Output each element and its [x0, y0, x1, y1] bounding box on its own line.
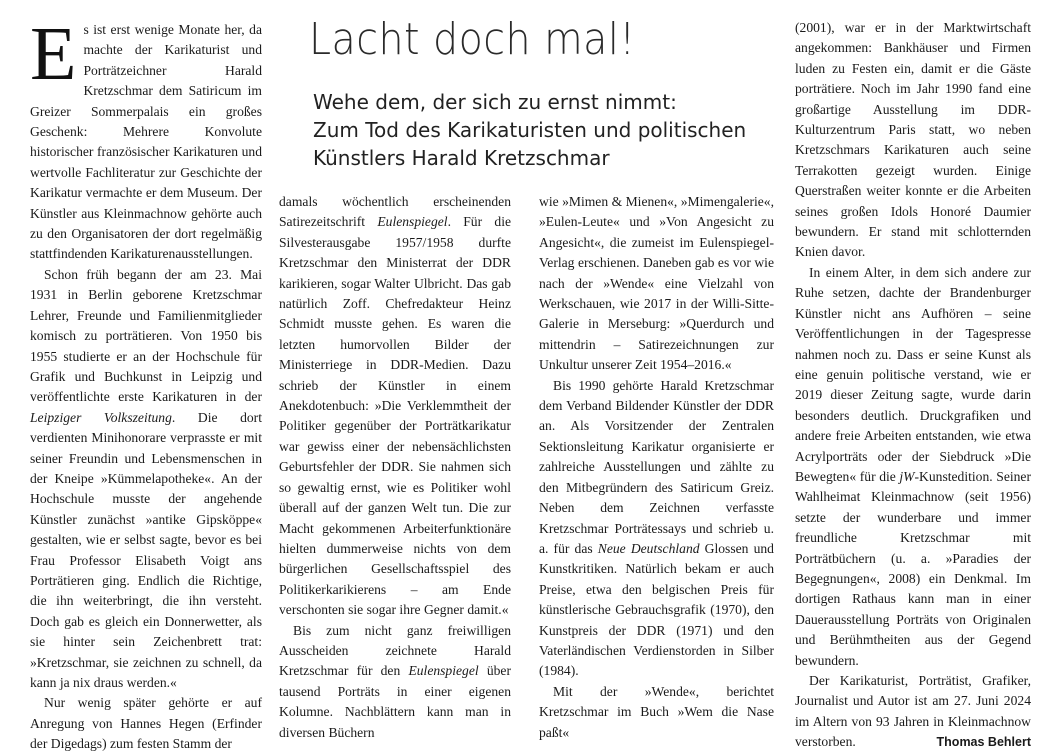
newspaper-title: Leipziger Volkszeitung [30, 409, 172, 425]
paragraph-text: Der Karikaturist, Porträtist, Grafiker, Journalist und Autor ist am 27. Juni 2024 im Altern von 93 Jahren in Kleinmachnow verstorben. [795, 673, 1031, 750]
paragraph: Mit der »Wende«, berichtet Kretzschmar im Buch »Wem die Nase paßt« [539, 683, 774, 740]
article-column-4 [795, 18, 1031, 753]
subheadline-line: Wehe dem, der sich zu ernst nimmt: [313, 90, 677, 114]
paragraph [795, 263, 1031, 671]
author-byline: Thomas Behlert [936, 735, 1031, 750]
paragraph: wie »Mimen & Mienen«, »Mimengalerie«, »Eulen-Leute« und »Von Angesicht zu Angesicht«, die zumeist im Eulenspiegel-Verlag erschienen. Daneben gab es vor wie nach der »Wende« eine Vielzahl von Werkschauen, wie 2017 in der Willi-Sitte-Galerie in Merseburg: »Querdurch und mittendrin – Satirezeichnungen zur Unkultur unserer Zeit 1954–2016.« [539, 194, 774, 373]
magazine-title: Eulenspiegel [408, 663, 479, 679]
newspaper-title: jW [899, 468, 915, 484]
paragraph-text: . Die dort verdienten Minihonorare verprasste er mit seiner Freundin und Lebensmenschen in der Kneipe »Kümmelapotheke«. An der Hochschule musste der angehende Künstler zunächst »antike Gipsköppe« gestalten, wie er selbst sagte, bevor es bei Frau Professor Elisabeth Voigt ans Porträtieren ging. Endlich die Richtige, die ihn weiterbringt, die ihn versteht. Doch gab es gleich ein Donnerwetter, als sie hinter sein Zeichenbrett trat: »Kretzschmar, sie zeichnen zu schnell, da kann ja nix draus werden.« [30, 409, 262, 690]
paragraph: Nur wenig später gehörte er auf Anregung von Hannes Hegen (Erfinder der Digedags) zum festen Stamm der [30, 695, 262, 752]
magazine-title: Eulenspiegel [377, 214, 448, 230]
subheadline [313, 88, 783, 172]
paragraph-text: Glossen und Kunstkritiken. Natürlich bekam er auch Preise, etwa den belgischen Preis für künstlerische Gebrauchsgrafik (1970), den Kunstpreis der DDR (1971) und den Vaterländischen Verdienstorden in Silber (1984). [539, 540, 774, 679]
article-column-1 [30, 12, 262, 755]
headline: Lacht doch mal! [309, 14, 636, 65]
drop-cap: E [30, 12, 77, 96]
paragraph [30, 12, 262, 265]
paragraph [279, 621, 511, 743]
paragraph-text: . Für die Silvesterausgabe 1957/1958 durfte Kretzschmar den Ministerrat der DDR karikieren, sogar Walter Ulbricht. Das gab natürlich Zoff. Chefredakteur Heinz Schmidt musste gehen. Es waren die letzten humorvollen Bilder der Ministerriege in DDR-Medien. Dazu schrieb der Künstler in einem Anekdotenbuch: »Die Verklemmtheit der Politiker gegenüber der Porträtkarikatur war gewiss einer der nebensächlichsten Geburtsfehler der DDR. Sie nahmen sich so gewaltig ernst, wie es Politiker wohl überall auf der ganzen Welt tun. Die zur Macht gekommenen Arbeiterfunktionäre hielten dummerweise nichts von dem bürgerlichen Gesellschaftsspiel des Politikerkarikierens – am Ende verschonten sie sogar ihre Gegner damit.« [279, 214, 511, 618]
paragraph [279, 192, 511, 621]
paragraph: (2001), war er in der Marktwirtschaft angekommen: Bankhäuser und Firmen luden zu Festen ein, damit er die Gäste porträtiere. Noch im Jahr 1990 fand eine großartige Ausstellung im DDR-Kulturzentrum Paris statt, wo neben Kretzschmars Karikaturen auch seine Terrakotten gezeigt wurden. Einige Querstraßen weiter konnte er die Arbeiten seines großen Idols Honoré Daumier bewundern. Er stand mit schlotternden Knien davor. [795, 20, 1031, 260]
subheadline-line: Zum Tod des Karikaturisten und politischen [313, 118, 747, 142]
paragraph-text: -Kunstedition. Seiner Wahlheimat Kleinmachnow (seit 1956) setzte der wunderbare und immer freundliche Kretzschmar mit Porträtbüchern (u. a. »Paradies der Begegnungen«, 2008) ein Denkmal. Im dortigen Rathaus kann man in einer Dauerausstellung Porträts von Originalen und Berühmtheiten aus der Gegend bewundern. [795, 468, 1031, 668]
paragraph-text: In einem Alter, in dem sich andere zur Ruhe setzen, dachte der Brandenburger Künstler nicht ans Aufhören – seine Veröffentlichungen in der Tagespresse nahmen noch zu. Dass er seine Kunst als eine genuin politische verstand, wie er 2019 dieser Zeitung sagte, wurde darin besonders deutlich. Druckgrafiken und andere freie Arbeiten entstanden, wie etwa Acrylporträts oder der Siebdruck »Die Bewegten« für die [795, 264, 1031, 484]
paragraph-text: Bis 1990 gehörte Harald Kretzschmar dem Verband Bildender Künstler der DDR an. Als Vorsitzender der Zentralen Sektionsleitung Karikatur organisierte er zahlreiche Ausstellungen und zählte zu den Mitbegründern des Satiricum Greiz. Neben dem Zeichnen verfasste Kretzschmar Porträtessays und schrieb u. a. für das [539, 377, 774, 556]
paragraph [539, 376, 774, 682]
paragraph [795, 671, 1031, 753]
paragraph-text: Bis zum nicht ganz freiwilligen Ausscheiden zeichnete Harald Kretzschmar für den [279, 622, 511, 679]
paragraph [30, 265, 262, 694]
paragraph-text: s ist erst wenige Monate her, da machte der Karikaturist und Porträtzeichner Harald Kretzschmar dem Satiricum im Greizer Sommerpalais ein großes Geschenk: Mehrere Konvolute historischer französischer Karikaturen und wertvolle Fachliteratur zur Geschichte der Karikatur vermachte er dem Museum. Der Künstler aus Kleinmachnow gehörte auch zu den Organisatoren der dort regelmäßig stattfindenden Karikaturenausstellungen. [30, 22, 262, 262]
article-column-3 [539, 192, 774, 743]
article-column-2 [279, 192, 511, 743]
paragraph-text: damals wöchentlich erscheinenden Satirezeitschrift [279, 194, 511, 230]
subheadline-line: Künstlers Harald Kretzschmar [313, 146, 610, 170]
paragraph-text: über tausend Porträts in einer eigenen Kolumne. Nachblättern kann man in diversen Büchern [279, 663, 511, 740]
newspaper-title: Neue Deutschland [597, 540, 700, 556]
paragraph-text: Schon früh begann der am 23. Mai 1931 in Berlin geborene Kretzschmar Lehrer, Freunde und Familienmitglieder komisch zu porträtieren. Von 1950 bis 1955 studierte er an der Hochschule für Grafik und Buchkunst in Leipzig und veröffentlichte erste Karikaturen in der [30, 266, 262, 405]
